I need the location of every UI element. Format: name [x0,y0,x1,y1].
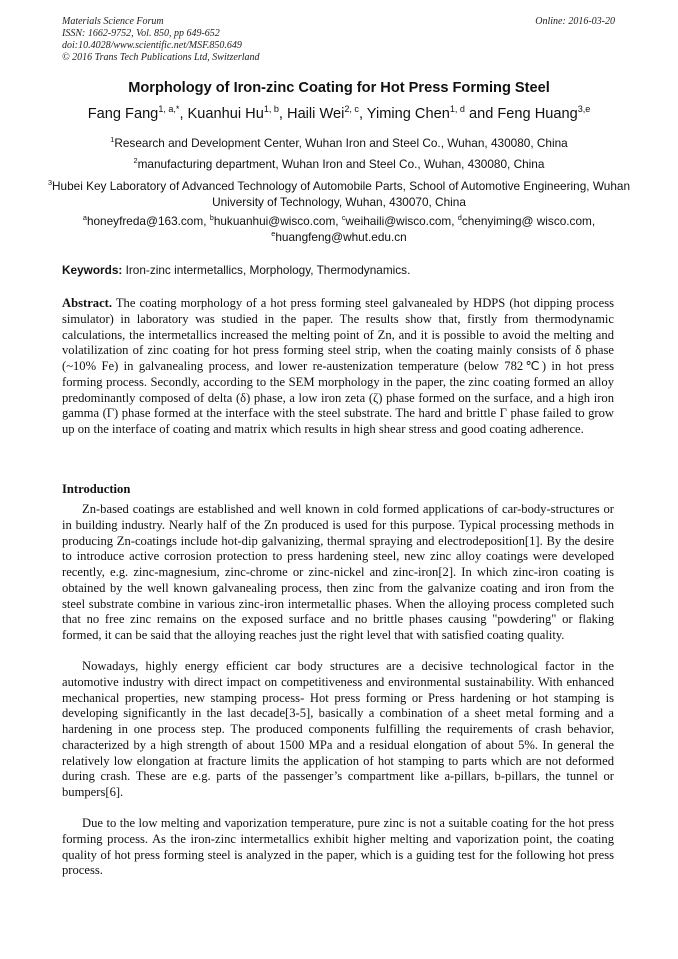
email-sup: b [209,213,214,223]
section-heading-introduction: Introduction [62,482,131,496]
affiliation-text: Research and Development Center, Wuhan Iron and Steel Co., Wuhan, 430080, China [114,136,568,150]
email-link[interactable]: huangfeng@whut.edu.cn [275,230,407,244]
doi-line: doi:10.4028/www.scientific.net/MSF.850.649 [62,40,242,51]
email-link[interactable]: weihaili@wisco.com, [345,214,458,228]
intro-paragraph-2 [62,659,614,801]
author-sep: , [278,106,288,122]
paper-title: Morphology of Iron-zinc Coating for Hot Press Forming Steel [128,80,550,96]
affiliation-text: manufacturing department, Wuhan Iron and Steel Co., Wuhan, 430080, China [137,157,545,171]
email-link[interactable]: hukuanhui@wisco.com, [213,214,342,228]
issn-line: ISSN: 1662-9752, Vol. 850, pp 649-652 [62,28,220,39]
email-sup: d [457,213,462,223]
keywords-text: Iron-zinc intermetallics, Morphology, Thermodynamics. [125,263,411,277]
email-sup: c [341,213,346,223]
abstract-label: Abstract. [62,296,113,310]
author-name: Haili Wei [287,106,345,122]
author-sup: 2, c [344,104,359,115]
affiliation-2 [40,156,638,172]
intro-paragraph-1 [62,502,614,644]
author-list [40,104,638,124]
email-link[interactable]: honeyfreda@163.com, [86,214,210,228]
keywords-line [62,263,410,278]
affiliation-text: Hubei Key Laboratory of Advanced Technology of Automobile Parts, School of Automotive Engineering, Wuhan University of Technology, Wuhan, 430070, China [52,179,631,209]
intro-paragraph-3 [62,816,614,879]
email-link[interactable]: chenyiming@ wisco.com, [461,214,596,228]
copyright-line: © 2016 Trans Tech Publications Ltd, Switzerland [62,52,260,63]
author-sup: 1, d [449,104,465,115]
email-sup: e [271,229,276,239]
author-sup: 3,e [577,104,591,115]
journal-name: Materials Science Forum [62,16,164,27]
keywords-label: Keywords: [62,263,123,277]
author-sup: 1, b [263,104,279,115]
abstract-text: The coating morphology of a hot press forming steel galvanealed by HDPS (hot dipping process simulator) in laboratory was studied in the paper. The results show that, firstly from thermodynamic calculations, the intermetallics increased the melting point of Zn, and it is possible to avoid the melting and volatilization of zinc coating for hot press forming steel strip, when the coating mainly consists of δ phase (~10% Fe) in galvanealing process, and lower re-austenization temperature (below 782℃) in hot press forming process. Secondly, according to the SEM morphology in the paper, the zinc coating formed an alloy predominantly composed of delta (δ) phase, a low iron zeta (ζ) phase formed on the surface, and a high iron gamma (Γ) phase formed at the interface with the steel substrate. The hard and brittle Γ phase failed to grow up on the interface of coating and matrix which results in high shear stress and good coating adherence. [62,296,614,436]
journal-header [62,16,260,64]
author-sep: , [179,106,188,122]
affiliation-3 [40,178,638,210]
affiliation-sup: 3 [47,178,53,188]
affiliation-sup: 2 [133,156,138,166]
online-date: Online: 2016-03-20 [535,16,615,27]
paragraph-text: Due to the low melting and vaporization temperature, pure zinc is not a suitable coating for the hot press forming process. As the iron-zinc intermetallics exhibit higher melting and vaporization point, the coating quality of hot press forming steel is analyzed in the paper, which is a guiding test for the following hot press process. [62,816,614,878]
paragraph-text: Nowadays, highly energy efficient car body structures are a decisive technological factor in the automotive industry with direct impact on competitiveness and environmental sustainability. With enhanced mechanical properties, new stamping process- Hot press forming or Press hardening or hot stamping is developing significantly in the last decade[3-5], basically a combination of a sheet metal forming and a hardening in one process step. The produced components fulfilling the requirements of crash behavior, characterized by a high strength of about 1500 MPa and a residual elongation of about 5%. In general the relatively low elongation at fracture limits the application of hot stamping to parts which are not deformed during crash. These are e.g. parts of the passenger’s compartment like a-pillars, b-pillars, the tunnel or bumpers[6]. [62,659,614,799]
author-sep: , [358,106,367,122]
email-list [52,213,626,245]
author-name: Fang Fang [87,106,159,122]
author-sep: and [464,106,498,122]
email-sup: a [82,213,87,223]
author-name: Feng Huang [497,106,578,122]
affiliation-1 [40,135,638,151]
affiliation-sup: 1 [110,135,115,145]
author-name: Kuanhui Hu [187,106,264,122]
paragraph-text: Zn-based coatings are established and well known in cold formed applications of car-body-structures or in building industry. Nearly half of the Zn produced is used for this purpose. Typical processing methods in producing Zn-coatings include hot-dip galvanizing, thermal spraying and electrodeposition[1]. By the desire to introduce active corrosion protection to press hardening steel, new zinc alloy coatings were developed recently, e.g. zinc-magnesium, zinc-chrome or zinc-nickel and zinc-iron[2]. In which zinc-iron coating is obtained by the well known galvanealing process, then zinc from the galvanize coating and iron from the steel substrate combine in various zinc-iron intermetallic phases. When the alloying process completed such that no free zinc remains on the exposed surface and no brittle phases causing "powdering" or flaking formed, it can be said that the alloying reaches just the right level that with satisfied coating quality. [62,502,614,642]
author-name: Yiming Chen [366,106,450,122]
abstract [62,296,614,438]
author-sup: 1, a,* [158,104,180,115]
